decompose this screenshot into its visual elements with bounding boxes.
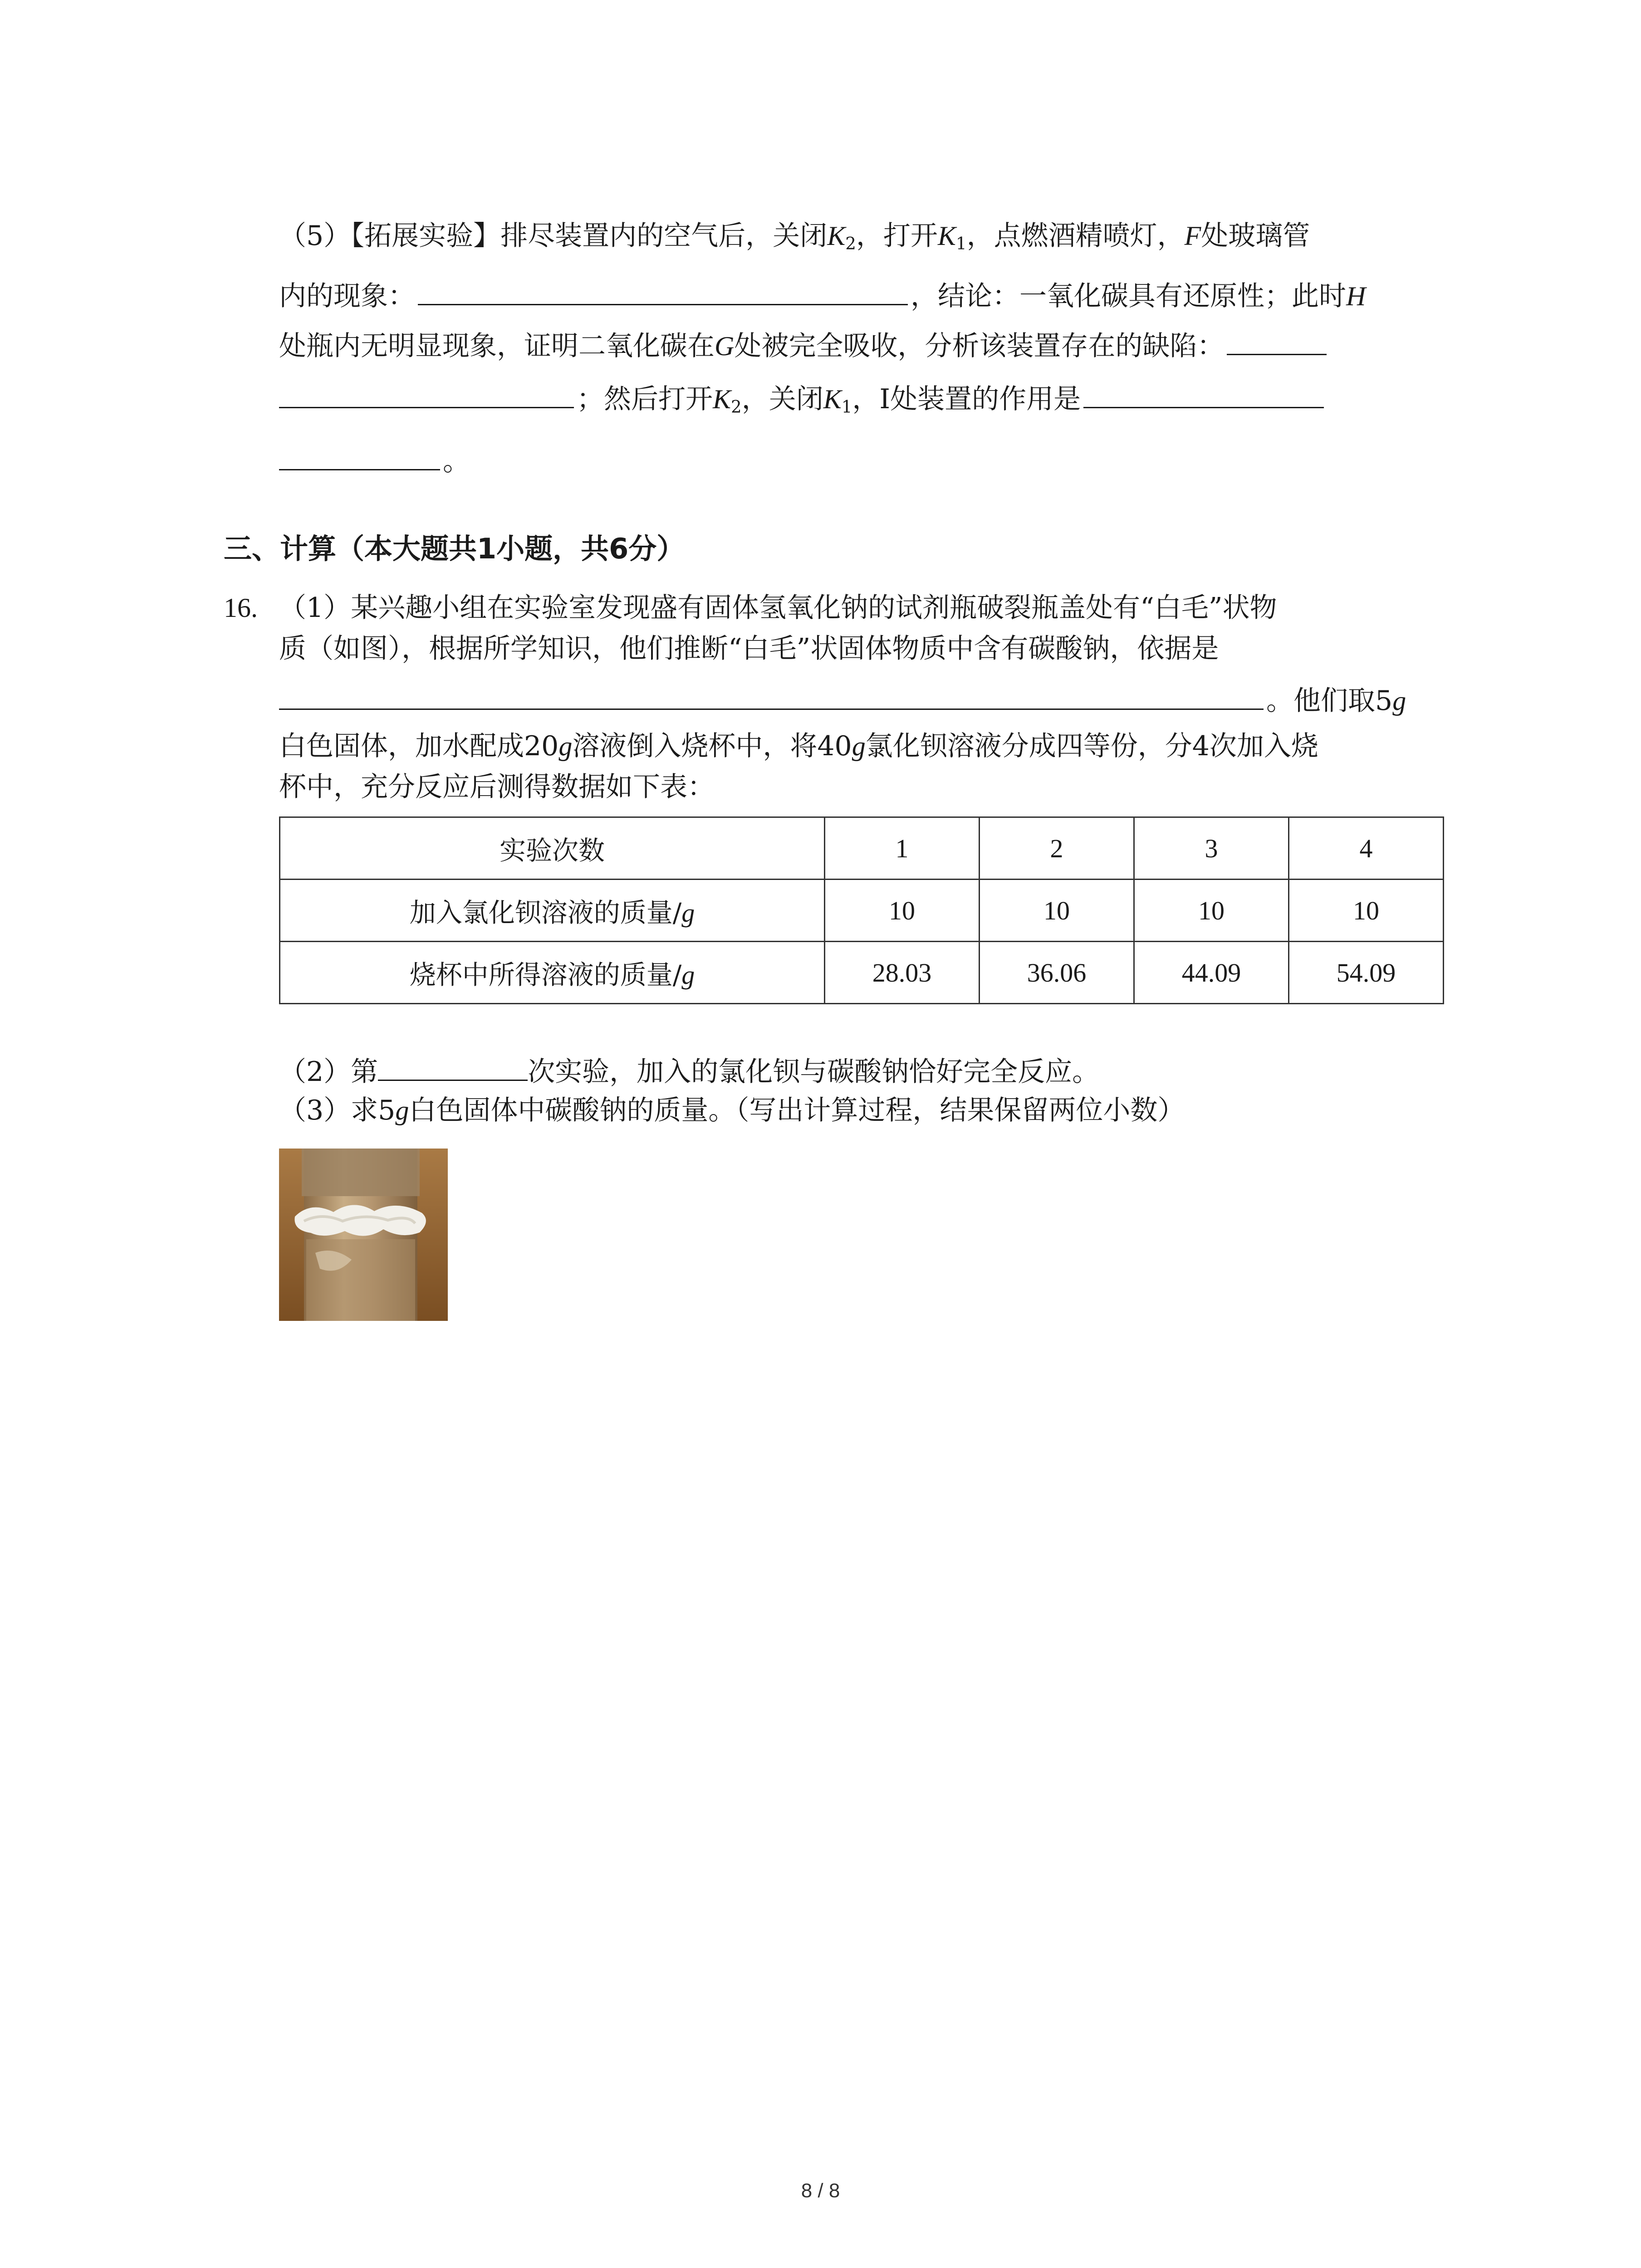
answer-blank-basis[interactable]: [279, 680, 1264, 710]
subscript: 1: [955, 233, 967, 254]
text: ，打开: [856, 220, 938, 252]
table-cell: 36.06: [980, 942, 1134, 1004]
text: 处被完全吸收，分析该装置存在的缺陷：: [734, 330, 1225, 362]
text: 杯中，充分反应后测得数据如下表：: [279, 771, 715, 803]
table-header-cell: 4: [1289, 817, 1444, 880]
text: 质（如图），根据所学知识，他们推断“白毛”状固体物质中含有碳酸钠，依据是: [279, 633, 1219, 665]
part5-line-1: [279, 218, 1440, 254]
section-heading: 三、计算（本大题共1小题，共6分）: [224, 532, 685, 565]
part5-line-5: [279, 441, 1440, 479]
unit-g: g: [681, 898, 695, 928]
table-cell: 10: [980, 880, 1134, 942]
table-cell: 10: [825, 880, 980, 942]
var-k: K: [713, 384, 731, 414]
text: 处瓶内无明显现象，证明二氧化碳在: [279, 330, 715, 362]
table-row-label: [280, 942, 825, 1004]
text: 溶液倒入烧杯中，将40: [572, 730, 852, 762]
table-row: [280, 942, 1444, 1004]
text: ，点燃酒精喷灯，: [966, 220, 1185, 252]
answer-blank-device-role[interactable]: [1083, 379, 1324, 408]
q16-part2: [279, 1051, 1440, 1090]
answer-blank-device-role-end[interactable]: [279, 441, 440, 470]
text: （2）第: [279, 1056, 378, 1088]
bottle-photo: [279, 1149, 448, 1321]
var-f: F: [1184, 221, 1201, 251]
unit-g: g: [558, 731, 573, 761]
text: 白色固体中碳酸钠的质量。（写出计算过程，结果保留两位小数）: [409, 1095, 1185, 1126]
part5-line-2: [279, 276, 1440, 314]
var-k: K: [823, 384, 842, 414]
table-cell: 10: [1289, 880, 1444, 942]
subscript: 2: [845, 233, 856, 254]
text: 。: [443, 445, 470, 477]
table-header-cell: 3: [1134, 817, 1289, 880]
subscript: 1: [841, 396, 852, 417]
var-g: G: [715, 331, 735, 361]
table-row-label: [280, 880, 825, 942]
text: （1）某兴趣小组在实验室发现盛有固体氢氧化钠的试剂瓶破裂瓶盖处有“白毛”状物: [279, 592, 1277, 624]
text: （5）【拓展实验】排尽装置内的空气后，关闭: [279, 220, 828, 252]
text: 内的现象：: [279, 280, 415, 312]
data-table: [279, 816, 1444, 1004]
q16-part3: [279, 1092, 1440, 1129]
part5-line-4: [279, 379, 1440, 417]
var-h: H: [1346, 281, 1366, 311]
answer-blank-trial[interactable]: [378, 1051, 528, 1081]
q16-line-3: [279, 680, 1440, 719]
q16-line-2: [279, 631, 1440, 667]
text: 加入氯化钡溶液的质量/: [409, 897, 682, 928]
table-row: [280, 817, 1444, 880]
q16-line-4: [279, 728, 1440, 764]
table-header-cell: 2: [980, 817, 1134, 880]
text: ；然后打开: [577, 383, 713, 415]
answer-blank-defect-end[interactable]: [279, 379, 574, 408]
var-k: K: [827, 221, 846, 251]
q16-line-5: [279, 769, 1440, 805]
unit-g: g: [852, 731, 866, 761]
question-number: 16.: [224, 593, 258, 623]
subscript: 2: [731, 396, 742, 417]
text: 处玻璃管: [1201, 220, 1310, 252]
answer-blank-phenomenon[interactable]: [418, 276, 908, 305]
unit-g: g: [681, 960, 695, 990]
text: ，Ⅰ处装置的作用是: [852, 383, 1081, 415]
text: 次实验，加入的氯化钡与碳酸钠恰好完全反应。: [528, 1056, 1100, 1088]
text: （3）求5: [279, 1095, 396, 1126]
q16-line-1: [279, 590, 1440, 626]
part5-line-3: [279, 326, 1440, 364]
table-header-cell: 实验次数: [280, 817, 825, 880]
table-cell: 28.03: [825, 942, 980, 1004]
text: 白色固体，加水配成20: [279, 730, 559, 762]
text: 。他们取5: [1266, 685, 1393, 717]
table-cell: 44.09: [1134, 942, 1289, 1004]
table-row: [280, 880, 1444, 942]
page-number: 8 / 8: [801, 2180, 840, 2202]
unit-g: g: [395, 1095, 409, 1125]
var-k: K: [937, 221, 956, 251]
text: 烧杯中所得溶液的质量/: [409, 959, 682, 990]
table-header-cell: 1: [825, 817, 980, 880]
text: ，结论：一氧化碳具有还原性；此时: [911, 280, 1346, 312]
unit-g: g: [1392, 686, 1406, 716]
text: 氯化钡溶液分成四等份，分4次加入烧: [865, 730, 1318, 762]
text: ，关闭: [741, 383, 823, 415]
answer-blank-defect-start[interactable]: [1227, 326, 1327, 355]
table-cell: 10: [1134, 880, 1289, 942]
table-cell: 54.09: [1289, 942, 1444, 1004]
